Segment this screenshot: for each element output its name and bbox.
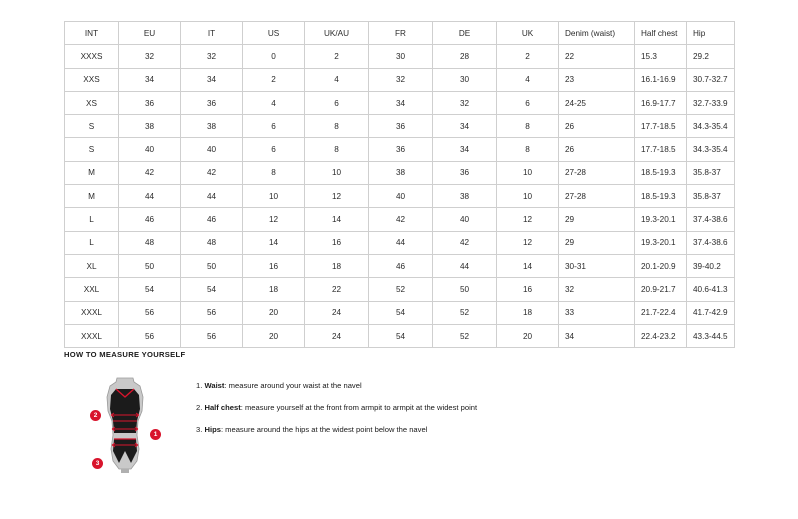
table-cell: 15.3: [635, 45, 687, 68]
table-cell: 46: [119, 208, 181, 231]
table-cell: XXL: [65, 278, 119, 301]
table-cell: 42: [181, 161, 243, 184]
table-cell: 27-28: [559, 161, 635, 184]
table-cell: 32: [433, 91, 497, 114]
table-cell: 21.7-22.4: [635, 301, 687, 324]
table-cell: 46: [181, 208, 243, 231]
how-to-measure-body: [64, 369, 734, 499]
instruction-waist: [196, 381, 477, 390]
table-cell: 30-31: [559, 254, 635, 277]
measure-instructions: [196, 369, 477, 447]
instruction-half-chest: [196, 403, 477, 412]
table-cell: 24: [305, 301, 369, 324]
table-cell: 40: [119, 138, 181, 161]
table-cell: 20.1-20.9: [635, 254, 687, 277]
table-cell: 14: [497, 254, 559, 277]
instruction-half-chest-text: : measure yourself at the front from armpit to armpit at the widest point: [240, 403, 478, 413]
table-cell: 56: [119, 324, 181, 347]
marker-3: 3: [92, 458, 103, 469]
table-cell: 54: [119, 278, 181, 301]
table-cell: 19.3-20.1: [635, 208, 687, 231]
table-cell: 19.3-20.1: [635, 231, 687, 254]
table-cell: 18.5-19.3: [635, 185, 687, 208]
table-cell: 16: [243, 254, 305, 277]
table-cell: 32: [119, 45, 181, 68]
table-cell: 38: [119, 115, 181, 138]
table-cell: 44: [433, 254, 497, 277]
table-cell: S: [65, 115, 119, 138]
table-cell: 10: [305, 161, 369, 184]
table-cell: 56: [119, 301, 181, 324]
table-cell: 54: [369, 324, 433, 347]
table-cell: 10: [243, 185, 305, 208]
table-cell: L: [65, 231, 119, 254]
table-cell: 32: [559, 278, 635, 301]
table-cell: 44: [119, 185, 181, 208]
table-cell: 16: [305, 231, 369, 254]
table-cell: 20: [497, 324, 559, 347]
table-row: [65, 138, 735, 161]
table-cell: XXS: [65, 68, 119, 91]
table-cell: 18: [305, 254, 369, 277]
table-cell: 34.3-35.4: [687, 138, 735, 161]
table-cell: XL: [65, 254, 119, 277]
table-cell: 36: [369, 138, 433, 161]
table-cell: 42: [369, 208, 433, 231]
table-cell: L: [65, 208, 119, 231]
table-cell: 37.4-38.6: [687, 231, 735, 254]
table-cell: 6: [305, 91, 369, 114]
table-cell: 20: [243, 324, 305, 347]
table-row: [65, 301, 735, 324]
mannequin-icon: [104, 377, 146, 473]
table-cell: 50: [433, 278, 497, 301]
table-cell: 36: [433, 161, 497, 184]
table-cell: 12: [497, 208, 559, 231]
table-cell: 14: [305, 208, 369, 231]
table-cell: 18: [497, 301, 559, 324]
table-cell: 8: [497, 138, 559, 161]
instruction-hips: [196, 425, 477, 434]
table-cell: 6: [243, 115, 305, 138]
table-cell: 33: [559, 301, 635, 324]
table-cell: 12: [305, 185, 369, 208]
col-header-hip: Hip: [687, 22, 735, 45]
table-cell: 48: [119, 231, 181, 254]
table-cell: 41.7-42.9: [687, 301, 735, 324]
table-cell: 17.7-18.5: [635, 115, 687, 138]
table-cell: 50: [119, 254, 181, 277]
table-cell: 46: [369, 254, 433, 277]
table-cell: 28: [433, 45, 497, 68]
size-chart-table: [64, 21, 735, 348]
table-cell: 29.2: [687, 45, 735, 68]
table-cell: 30: [433, 68, 497, 91]
table-cell: 22.4-23.2: [635, 324, 687, 347]
table-cell: 34.3-35.4: [687, 115, 735, 138]
table-cell: 44: [369, 231, 433, 254]
table-cell: 18.5-19.3: [635, 161, 687, 184]
table-cell: 10: [497, 185, 559, 208]
table-cell: 39-40.2: [687, 254, 735, 277]
table-cell: 8: [305, 138, 369, 161]
table-row: [65, 185, 735, 208]
table-cell: 54: [181, 278, 243, 301]
table-cell: 32.7-33.9: [687, 91, 735, 114]
table-cell: 14: [243, 231, 305, 254]
table-cell: XXXL: [65, 324, 119, 347]
table-cell: 23: [559, 68, 635, 91]
table-cell: 43.3-44.5: [687, 324, 735, 347]
table-cell: 38: [433, 185, 497, 208]
table-cell: 2: [243, 68, 305, 91]
instruction-waist-text: : measure around your waist at the navel: [224, 381, 362, 390]
instruction-half-chest-term: Half chest: [204, 403, 241, 413]
table-cell: 36: [369, 115, 433, 138]
table-cell: 52: [433, 301, 497, 324]
instruction-hips-term: Hips: [204, 425, 221, 435]
col-header-it: IT: [181, 22, 243, 45]
table-cell: 22: [559, 45, 635, 68]
table-cell: 32: [181, 45, 243, 68]
table-cell: 12: [497, 231, 559, 254]
table-cell: 29: [559, 208, 635, 231]
instruction-half-chest-number: 2.: [196, 403, 203, 413]
table-cell: XXXS: [65, 45, 119, 68]
table-cell: 50: [181, 254, 243, 277]
table-cell: 34: [119, 68, 181, 91]
table-cell: 4: [243, 91, 305, 114]
table-row: [65, 208, 735, 231]
table-row: [65, 254, 735, 277]
table-cell: 27-28: [559, 185, 635, 208]
table-cell: 4: [305, 68, 369, 91]
instruction-hips-text: : measure around the hips at the widest point below the navel: [220, 425, 428, 435]
table-cell: 34: [433, 115, 497, 138]
table-cell: 40: [369, 185, 433, 208]
table-cell: 16.9-17.7: [635, 91, 687, 114]
table-cell: 16.1-16.9: [635, 68, 687, 91]
table-row: [65, 324, 735, 347]
instruction-waist-number: 1.: [196, 381, 203, 390]
table-row: [65, 278, 735, 301]
table-cell: 16: [497, 278, 559, 301]
table-row: [65, 45, 735, 68]
table-row: [65, 231, 735, 254]
table-cell: 2: [497, 45, 559, 68]
table-cell: 26: [559, 115, 635, 138]
table-row: [65, 161, 735, 184]
table-cell: 54: [369, 301, 433, 324]
table-cell: 24: [305, 324, 369, 347]
col-header-de: DE: [433, 22, 497, 45]
table-cell: 42: [119, 161, 181, 184]
col-header-us: US: [243, 22, 305, 45]
table-cell: 10: [497, 161, 559, 184]
marker-1: 1: [150, 429, 161, 440]
table-cell: 6: [497, 91, 559, 114]
table-cell: 30.7-32.7: [687, 68, 735, 91]
col-header-int: INT: [65, 22, 119, 45]
col-header-eu: EU: [119, 22, 181, 45]
table-cell: 30: [369, 45, 433, 68]
table-cell: 6: [243, 138, 305, 161]
table-cell: M: [65, 161, 119, 184]
table-cell: 52: [433, 324, 497, 347]
table-cell: 56: [181, 324, 243, 347]
table-cell: 48: [181, 231, 243, 254]
table-cell: XXXL: [65, 301, 119, 324]
table-cell: 40: [181, 138, 243, 161]
table-cell: 32: [369, 68, 433, 91]
table-cell: 12: [243, 208, 305, 231]
table-cell: 29: [559, 231, 635, 254]
col-header-denim-waist: Denim (waist): [559, 22, 635, 45]
table-cell: 38: [369, 161, 433, 184]
col-header-fr: FR: [369, 22, 433, 45]
table-cell: 8: [243, 161, 305, 184]
table-cell: 35.8-37: [687, 185, 735, 208]
table-cell: 22: [305, 278, 369, 301]
table-row: [65, 115, 735, 138]
table-cell: 36: [119, 91, 181, 114]
table-cell: 40.6-41.3: [687, 278, 735, 301]
table-cell: M: [65, 185, 119, 208]
col-header-uk: UK: [497, 22, 559, 45]
table-cell: 17.7-18.5: [635, 138, 687, 161]
instruction-hips-number: 3.: [196, 425, 203, 435]
table-cell: 56: [181, 301, 243, 324]
table-cell: 34: [559, 324, 635, 347]
col-header-half-chest: Half chest: [635, 22, 687, 45]
table-cell: 40: [433, 208, 497, 231]
table-cell: 4: [497, 68, 559, 91]
table-header-row: [65, 22, 735, 45]
size-chart-container: [64, 21, 734, 348]
table-row: [65, 91, 735, 114]
mannequin-figure: [64, 369, 184, 499]
table-cell: 44: [181, 185, 243, 208]
marker-2: 2: [90, 410, 101, 421]
table-cell: 0: [243, 45, 305, 68]
table-cell: 34: [181, 68, 243, 91]
table-cell: 2: [305, 45, 369, 68]
table-cell: 36: [181, 91, 243, 114]
table-cell: 24-25: [559, 91, 635, 114]
table-cell: 34: [369, 91, 433, 114]
how-to-measure-title: HOW TO MEASURE YOURSELF: [64, 350, 186, 359]
table-cell: 35.8-37: [687, 161, 735, 184]
table-cell: 26: [559, 138, 635, 161]
table-cell: 20: [243, 301, 305, 324]
table-cell: 52: [369, 278, 433, 301]
table-cell: 18: [243, 278, 305, 301]
table-cell: XS: [65, 91, 119, 114]
col-header-uk-au: UK/AU: [305, 22, 369, 45]
how-to-measure-section: [64, 350, 734, 499]
table-row: [65, 68, 735, 91]
table-cell: 42: [433, 231, 497, 254]
table-cell: 34: [433, 138, 497, 161]
table-body: [65, 45, 735, 348]
table-cell: 8: [305, 115, 369, 138]
table-cell: S: [65, 138, 119, 161]
instruction-waist-term: Waist: [204, 381, 225, 390]
table-cell: 8: [497, 115, 559, 138]
table-cell: 20.9-21.7: [635, 278, 687, 301]
table-cell: 37.4-38.6: [687, 208, 735, 231]
table-cell: 38: [181, 115, 243, 138]
